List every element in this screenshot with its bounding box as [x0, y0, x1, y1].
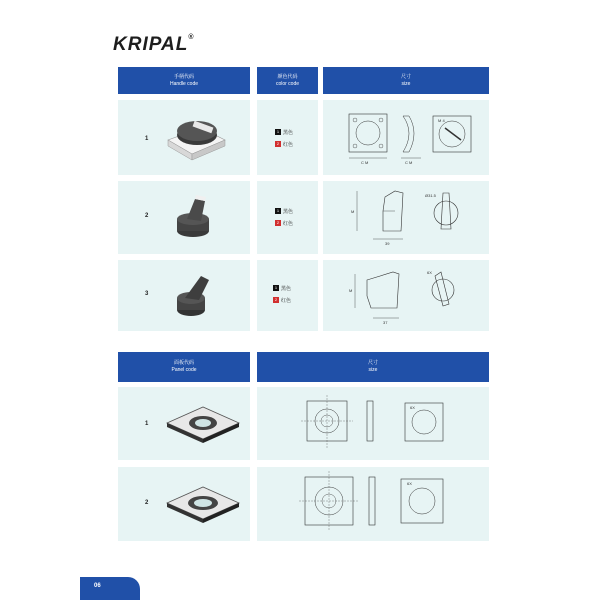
panel-row-1-image-cell — [118, 387, 250, 460]
panel-plate-image — [163, 401, 243, 447]
header-cn: 尺寸 — [400, 73, 411, 80]
row-code: 3 — [145, 291, 149, 297]
row-code: 1 — [145, 421, 149, 427]
header-panel-code — [118, 352, 250, 382]
color-option-red — [275, 219, 293, 227]
dim-label: M — [351, 209, 355, 214]
handle-row-2-image-cell — [118, 181, 250, 254]
header-size — [323, 67, 489, 94]
handle-row-2-color-cell — [257, 181, 318, 254]
color-option-black — [275, 207, 293, 215]
dim-label: 6X — [410, 405, 415, 410]
brand-logo — [113, 34, 194, 56]
handle-row-1-size-cell — [323, 100, 489, 175]
brand-name: KRIPAL — [113, 34, 189, 55]
color-option-red — [275, 140, 293, 148]
color-option-black — [273, 284, 291, 292]
page-number-tab — [80, 577, 140, 600]
panel-row-2-size-cell — [257, 467, 489, 541]
panel-plate-image — [163, 481, 243, 527]
dim-label: 6X — [407, 481, 412, 486]
dim-label: C M — [361, 160, 369, 165]
dim-label: Ø31.5 — [425, 193, 436, 198]
header-cn: 尺寸 — [367, 360, 378, 366]
row-code: 1 — [145, 136, 149, 142]
color-label: 红色 — [281, 297, 292, 304]
rotary-handle-image — [163, 110, 233, 170]
header-en: size — [368, 367, 378, 373]
header-en: Panel code — [171, 367, 197, 373]
page-number: 06 — [94, 583, 101, 589]
header-en: size — [401, 80, 411, 87]
dimension-drawing — [343, 187, 483, 249]
header-handle-code — [118, 67, 250, 94]
header-cn: 颜色代码 — [277, 73, 298, 80]
color-number: 2 — [274, 297, 278, 302]
header-size — [257, 352, 489, 382]
handle-row-3-color-cell — [257, 260, 318, 331]
row-code: 2 — [145, 500, 149, 506]
knob-handle-image — [173, 270, 223, 322]
color-label: 黑色 — [281, 285, 292, 292]
header-cn: 面板代码 — [173, 360, 194, 366]
color-label: 黑色 — [283, 129, 294, 136]
dimension-drawing — [343, 108, 483, 170]
handle-row-3-image-cell — [118, 260, 250, 331]
color-number: 2 — [276, 141, 280, 146]
dimension-drawing — [297, 393, 467, 455]
dim-label: M — [349, 288, 353, 293]
color-option-red — [273, 296, 291, 304]
dimension-drawing — [297, 471, 467, 537]
handle-row-1-color-cell — [257, 100, 318, 175]
color-option-black — [275, 128, 293, 136]
color-label: 红色 — [283, 220, 294, 227]
dim-label: M 4 — [438, 118, 445, 123]
panel-row-2-image-cell — [118, 467, 250, 541]
color-label: 红色 — [283, 141, 294, 148]
handle-row-3-size-cell — [323, 260, 489, 331]
header-color-code — [257, 67, 318, 94]
handle-row-1-image-cell — [118, 100, 250, 175]
header-cn: 手柄代码 — [173, 73, 194, 80]
dim-label: 37 — [383, 320, 388, 325]
header-en: Handle code — [169, 80, 199, 87]
registered-mark: ® — [188, 34, 195, 41]
dimension-drawing — [343, 266, 483, 328]
knob-handle-image — [173, 193, 223, 243]
color-label: 黑色 — [283, 208, 294, 215]
color-number: 1 — [274, 285, 278, 290]
panel-row-1-size-cell — [257, 387, 489, 460]
color-number: 2 — [276, 220, 280, 225]
dim-label: C M — [405, 160, 413, 165]
dim-label: 6X — [427, 270, 432, 275]
color-number: 1 — [276, 208, 280, 213]
color-number: 1 — [276, 129, 280, 134]
handle-row-2-size-cell — [323, 181, 489, 254]
header-en: color code — [275, 80, 300, 87]
row-code: 2 — [145, 213, 149, 219]
dim-label: 39 — [385, 241, 390, 246]
